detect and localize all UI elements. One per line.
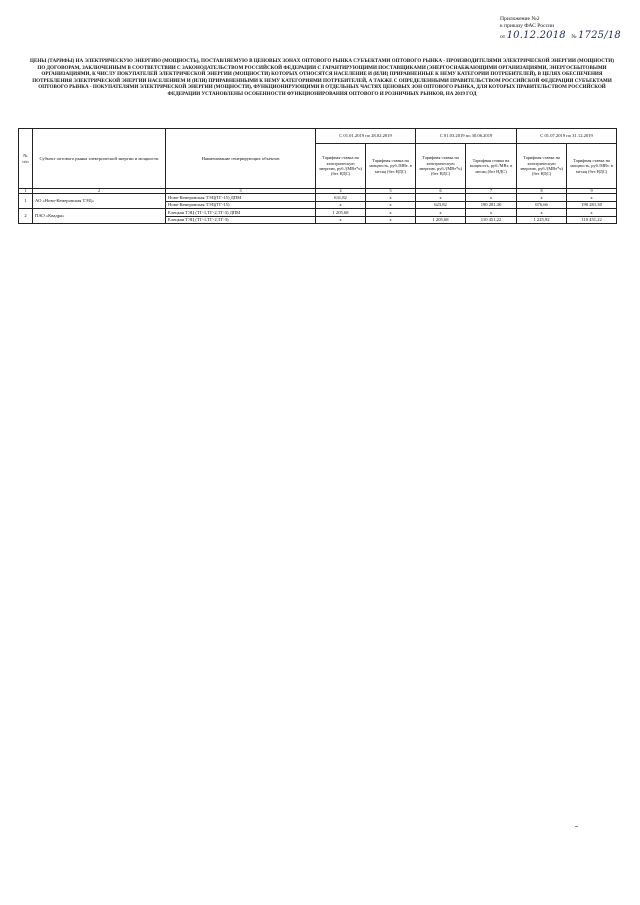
col-header-num: № п/п	[19, 129, 33, 189]
value-cell: 676,66	[517, 201, 567, 209]
appendix-title: Приложение №2	[500, 16, 540, 22]
col-num-8: 8	[517, 189, 567, 194]
col-num-9: 9	[567, 189, 617, 194]
col-num-4: 4	[316, 189, 366, 194]
value-cell: 1 205,68	[316, 209, 366, 217]
col-num-7: 7	[466, 189, 517, 194]
value-cell: x	[466, 209, 517, 217]
value-cell: x	[517, 194, 567, 202]
value-cell: x	[366, 201, 416, 209]
period-header-3: С 01.07.2019 по 31.12.2019	[517, 129, 617, 144]
value-cell: 190 281,30	[567, 201, 617, 209]
value-cell: 631,82	[316, 194, 366, 202]
period-header-1: С 01.01.2019 по 28.02.2019	[316, 129, 416, 144]
handwritten-number: 1725/18	[578, 30, 621, 42]
object-name: Ново-Кемеровская ТЭЦ(ТГ-15) ДПМ	[166, 194, 316, 202]
value-cell: x	[567, 209, 617, 217]
col-num-1: 1	[19, 189, 33, 194]
date-prefix: от	[500, 34, 506, 41]
col-header-object: Наименование генерирующих объектов	[166, 129, 316, 189]
appendix-order-ref: к приказу ФАС России	[500, 23, 555, 30]
col-header-energy-rate-1: Тарифная ставка на электрическую энергию, руб./(МВт*ч) (без НДС)	[316, 144, 366, 189]
tariff-table	[18, 128, 617, 224]
value-cell: x	[416, 209, 466, 217]
subject-name: АО «Ново-Кемеровская ТЭЦ»	[33, 194, 166, 209]
value-cell: x	[366, 216, 416, 224]
col-header-power-rate-2: Тарифная ставка на мощность, руб./МВт. в месяц (без НДС)	[466, 144, 517, 189]
value-cell: x	[517, 209, 567, 217]
value-cell: 1 205,68	[416, 216, 466, 224]
value-cell: 110 451,22	[466, 216, 517, 224]
appendix-date-number	[500, 30, 630, 43]
number-prefix: №	[571, 34, 577, 41]
col-num-6: 6	[416, 189, 466, 194]
col-num-5: 5	[366, 189, 416, 194]
col-header-power-rate-1: Тарифная ставка на мощность, руб./МВт. в месяц (без НДС)	[366, 144, 416, 189]
col-header-energy-rate-2: Тарифная ставка на электрическую энергию, руб./(МВт*ч) (без НДС)	[416, 144, 466, 189]
col-header-subject: Субъект оптового рынка электрической энергии и мощности	[33, 129, 166, 189]
document-title: ЦЕНЫ (ТАРИФЫ) НА ЭЛЕКТРИЧЕСКУЮ ЭНЕРГИЮ (МОЩНОСТЬ), ПОСТАВЛЯЕМУЮ В ЦЕНОВЫХ ЗОНАХ ОПТОВОГО РЫНКА СУБЪЕКТАМИ ОПТОВОГО РЫНКА - ПРОИЗВОДИТЕЛЯМИ ЭЛЕКТРИЧЕСКОЙ ЭНЕРГИИ (МОЩНОСТИ) ПО ДОГОВОРАМ, ЗАКЛЮЧЕННЫМ В СООТВЕТСТВИИ С ЗАКОНОДАТЕЛЬСТВОМ РОССИЙСКОЙ ФЕДЕРАЦИИ С ГАРАНТИРУЮЩИМИ ПОСТАВЩИКАМИ (ЭНЕРГОСНАБЖАЮЩИМИ ОРГАНИЗАЦИЯМИ, ЭНЕРГОСБЫТОВЫМИ ОРГАНИЗАЦИЯМИ, К ЧИСЛУ ПОКУПАТЕЛЕЙ ЭЛЕКТРИЧЕСКОЙ ЭНЕРГИИ (МОЩНОСТИ) КОТОРЫХ ОТНОСЯТСЯ НАСЕЛЕНИЕ И (ИЛИ) ПРИРАВНЕННЫЕ К НЕМУ КАТЕГОРИИ ПОТРЕБИТЕЛЕЙ), В ЦЕЛЯХ ОБЕСПЕЧЕНИЯ ПОТРЕБЛЕНИЯ ЭЛЕКТРИЧЕСКОЙ ЭНЕРГИИ НАСЕЛЕНИЕМ И (ИЛИ) ПРИРАВНЕННЫМИ К НЕМУ КАТЕГОРИЯМИ ПОТРЕБИТЕЛЕЙ, А ТАКЖЕ С ОПРЕДЕЛЕННЫМИ ПРАВИТЕЛЬСТВОМ РОССИЙСКОЙ ФЕДЕРАЦИИ СУБЪЕКТАМИ ОПТОВОГО РЫНКА - ПОКУПАТЕЛЯМИ ЭЛЕКТРИЧЕСКОЙ ЭНЕРГИИ (МОЩНОСТИ), ФУНКЦИОНИРУЮЩИМИ В ОТДЕЛЬНЫХ ЧАСТЯХ ЦЕНОВЫХ ЗОН ОПТОВОГО РЫНКА, ДЛЯ КОТОРЫХ ПРАВИТЕЛЬСТВОМ РОССИЙСКОЙ ФЕДЕРАЦИИ УСТАНОВЛЕНЫ ОСОБЕННОСТИ ФУНКЦИОНИРОВАНИЯ ОПТОВОГО И РОЗНИЧНЫХ РЫНКОВ, НА 2019 ГОД	[30, 58, 614, 97]
col-header-energy-rate-3: Тарифная ставка на электрическую энергию, руб./(МВт*ч) (без НДС)	[517, 144, 567, 189]
object-name: Ново-Кемеровская ТЭЦ(ТГ-15)	[166, 201, 316, 209]
value-cell: x	[366, 194, 416, 202]
object-name: Елецкая ТЭЦ (ТГ-1,ТГ-2,ТГ-3) ДПМ	[166, 209, 316, 217]
value-cell: 190 281,30	[466, 201, 517, 209]
value-cell: x	[416, 194, 466, 202]
period-header-2: С 01.03.2019 по 30.06.2019	[416, 129, 517, 144]
value-cell: 1 225,92	[517, 216, 567, 224]
object-name: Елецкая ТЭЦ (ТГ-1,ТГ-2,ТГ-3)	[166, 216, 316, 224]
table-row	[19, 194, 617, 202]
handwritten-date: 10.12.2018	[506, 30, 566, 42]
value-cell: x	[316, 216, 366, 224]
col-num-3: 3	[166, 189, 316, 194]
page-mark	[575, 826, 578, 827]
row-num: 2	[19, 209, 33, 224]
value-cell: x	[466, 194, 517, 202]
value-cell: x	[366, 209, 416, 217]
value-cell: x	[316, 201, 366, 209]
appendix-block	[500, 16, 630, 43]
row-num: 1	[19, 194, 33, 209]
table-row	[19, 209, 617, 217]
value-cell: 110 451,22	[567, 216, 617, 224]
value-cell: 623,82	[416, 201, 466, 209]
subject-name: ПАО «Квадра»	[33, 209, 166, 224]
value-cell: x	[567, 194, 617, 202]
col-num-2: 2	[33, 189, 166, 194]
col-header-power-rate-3: Тарифная ставка на мощность, руб./МВт. в месяц (без НДС)	[567, 144, 617, 189]
